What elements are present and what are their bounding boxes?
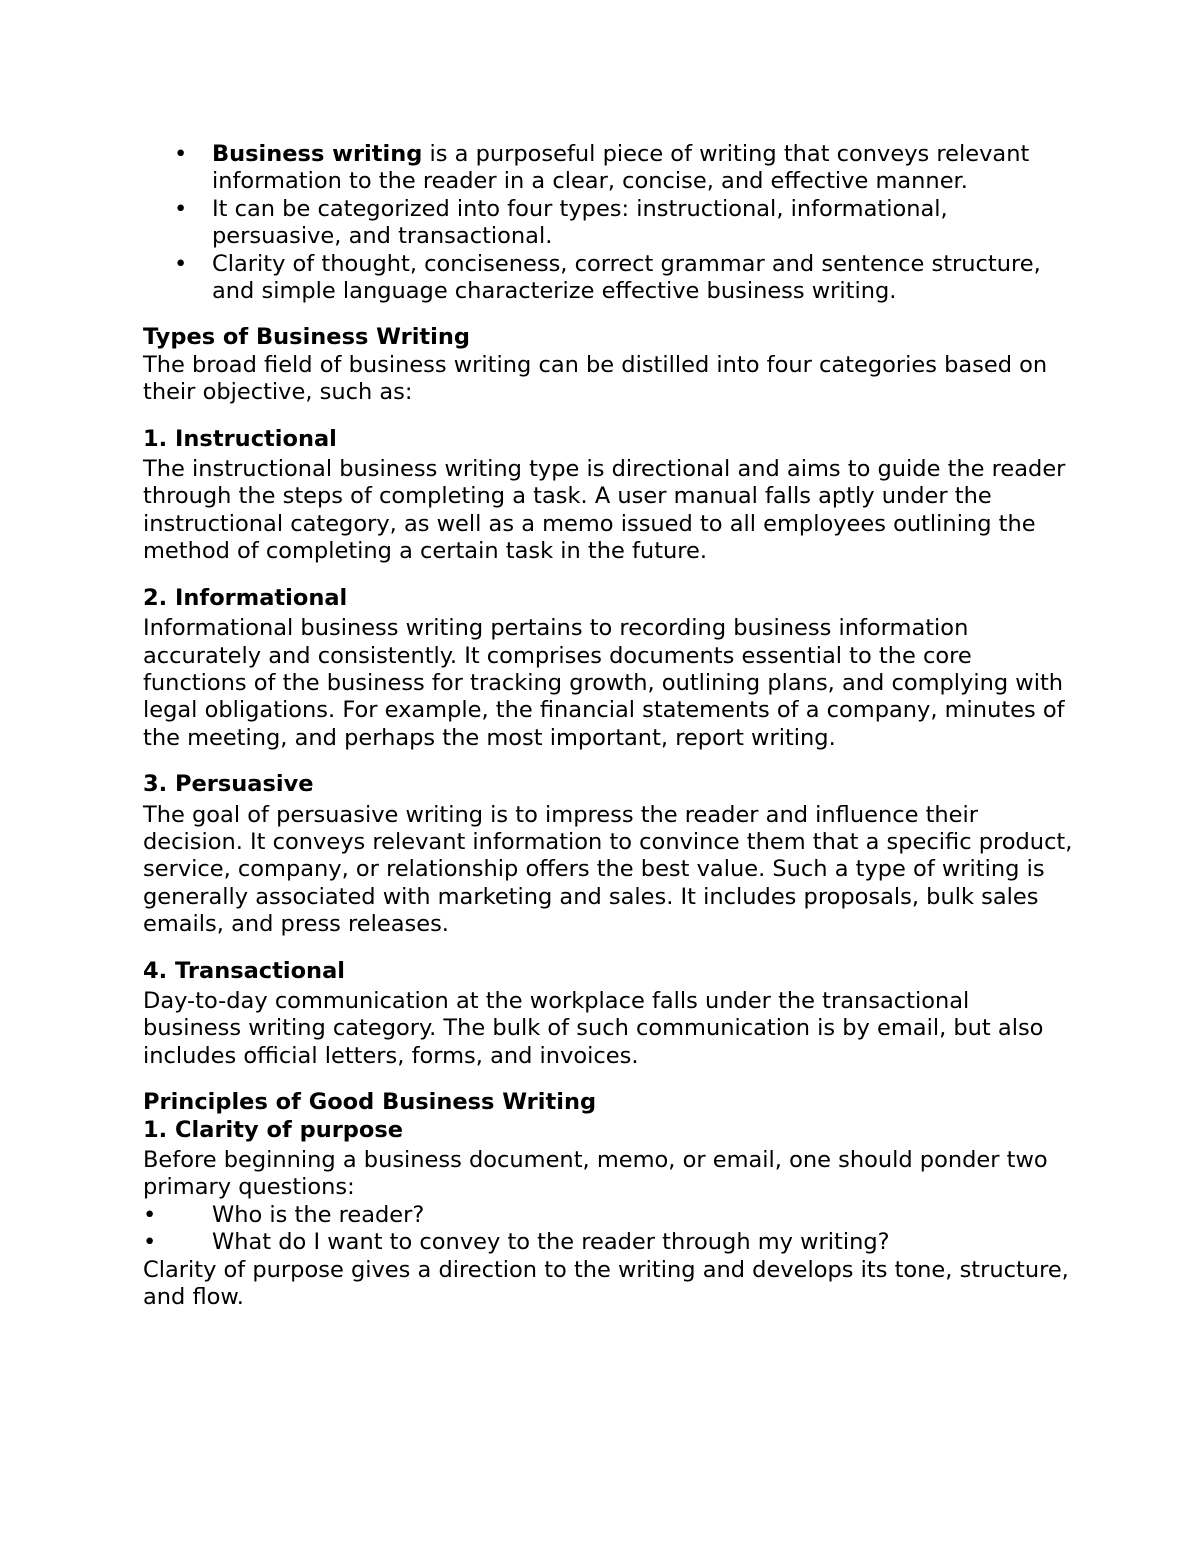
type-title: 2. Informational — [143, 584, 348, 611]
bullet-icon: • — [174, 195, 188, 222]
type-body: The instructional business writing type is directional and aims to guide the reader through the steps of completing a task. A user manual falls aptly under the instructional category, as well as a memo issued to all employees outlining the method of completing a certain task in the future. — [143, 456, 1066, 565]
type-instructional — [143, 426, 1073, 566]
principle-closing: Clarity of purpose gives a direction to the writing and develops its tone, structure, and flow. — [143, 1256, 1069, 1311]
bullet-icon: • — [143, 1201, 157, 1228]
question-item — [143, 1229, 1073, 1256]
types-section — [143, 324, 1073, 406]
type-body: Day-to-day communication at the workplace falls under the transactional business writing category. The bulk of such communication is by email, but also includes official letters, forms, and invoices. — [143, 987, 1044, 1069]
type-informational — [143, 585, 1073, 752]
question-text: Who is the reader? — [212, 1201, 425, 1228]
question-list — [143, 1202, 1073, 1257]
principles-section — [143, 1089, 1073, 1311]
intro-bullet-item — [143, 141, 1073, 196]
bullet-bold-term: Business writing — [212, 141, 423, 167]
principle-title: 1. Clarity of purpose — [143, 1116, 404, 1143]
section-heading: Types of Business Writing — [143, 324, 471, 351]
bullet-text: Clarity of thought, conciseness, correct grammar and sentence structure, and simple language characterize effective business writing. — [212, 250, 1041, 305]
principle-intro: Before beginning a business document, memo, or email, one should ponder two primary questions: — [143, 1147, 1048, 1201]
document-page — [143, 141, 1073, 1311]
type-persuasive — [143, 771, 1073, 938]
section-intro: The broad field of business writing can be distilled into four categories based on their objective, such as: — [143, 351, 1048, 406]
section-heading: Principles of Good Business Writing — [143, 1089, 597, 1116]
intro-bullet-list — [143, 141, 1073, 305]
bullet-icon: • — [174, 250, 188, 277]
bullet-icon: • — [143, 1229, 157, 1256]
intro-bullet-item — [143, 196, 1073, 251]
bullet-icon: • — [174, 141, 188, 167]
bullet-text: is a purposeful piece of writing that conveys relevant information to the reader in a clear, concise, and effective manner. — [212, 141, 1030, 195]
bullet-text: It can be categorized into four types: instructional, informational, persuasive, and transactional. — [212, 195, 948, 250]
question-text: What do I want to convey to the reader through my writing? — [212, 1229, 890, 1256]
type-title: 1. Instructional — [143, 425, 337, 452]
intro-bullet-item — [143, 251, 1073, 306]
question-item — [143, 1202, 1073, 1229]
type-title: 4. Transactional — [143, 957, 345, 984]
type-transactional — [143, 958, 1073, 1071]
type-title: 3. Persuasive — [143, 771, 314, 798]
type-body: Informational business writing pertains to recording business information accurately and consistently. It comprises documents essential to the core functions of the business for tracking growth, outlining plans, and complying with legal obligations. For example, the financial statements of a company, minutes of the meeting, and perhaps the most important, report writing. — [143, 615, 1065, 751]
type-body: The goal of persuasive writing is to impress the reader and influence their decision. It conveys relevant information to convince them that a specific product, service, company, or relationship offers the best value. Such a type of writing is generally associated with marketing and sales. It includes proposals, bulk sales emails, and press releases. — [143, 801, 1073, 938]
